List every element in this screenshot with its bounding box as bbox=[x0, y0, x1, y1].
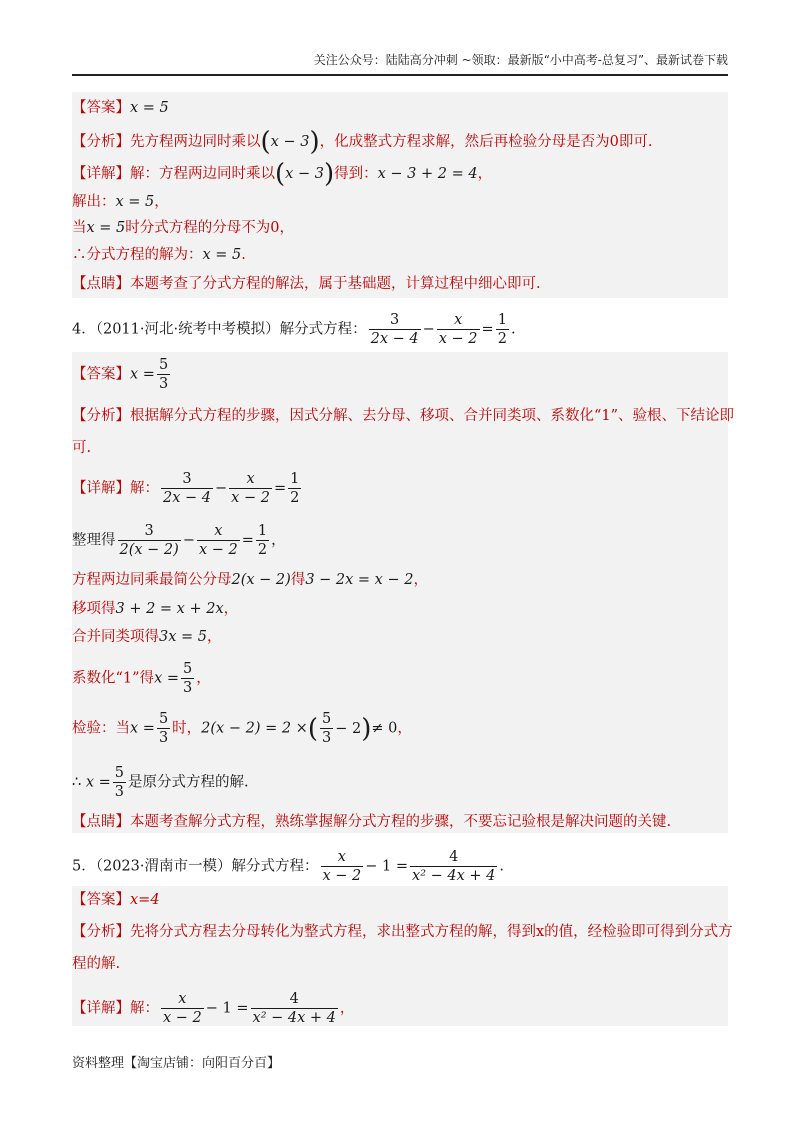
numerator: 5 bbox=[158, 711, 169, 727]
analysis-line-2 bbox=[72, 438, 91, 458]
answer-value: x=4 bbox=[130, 892, 160, 908]
fraction bbox=[118, 522, 181, 559]
answer-label: 【答案】 bbox=[72, 100, 130, 116]
solve-line bbox=[72, 192, 169, 212]
minus-sign: − bbox=[422, 321, 435, 338]
question-source: （2011·河北·统考中考模拟）解分式方程： bbox=[95, 321, 367, 338]
answer-lhs: x = bbox=[130, 366, 155, 383]
step-lhs: x = bbox=[154, 670, 179, 687]
step-text: 检验：当 bbox=[72, 720, 130, 737]
denominator: x² − 4x + 4 bbox=[412, 868, 496, 884]
equals-sign: = bbox=[481, 321, 494, 338]
analysis-line-2 bbox=[72, 954, 120, 974]
fraction bbox=[229, 470, 272, 507]
step-multiply bbox=[72, 570, 428, 590]
question-number: 4． bbox=[72, 321, 96, 338]
step-simplify bbox=[72, 522, 286, 559]
comment-line bbox=[72, 274, 541, 294]
therefore-sign: ∴ bbox=[72, 774, 82, 791]
fraction bbox=[321, 848, 364, 885]
question-source: （2023·渭南市一模）解分式方程： bbox=[95, 858, 319, 875]
conclusion-line bbox=[72, 245, 246, 265]
question-number: 5． bbox=[72, 858, 96, 875]
numerator: 3 bbox=[389, 312, 400, 328]
solution-block-5 bbox=[72, 886, 733, 1026]
answer-fraction bbox=[157, 356, 170, 393]
answer-label: 【答案】 bbox=[72, 892, 130, 908]
detail-label: 【详解】 bbox=[72, 166, 130, 182]
fraction bbox=[157, 710, 170, 747]
step-text-b: 是原分式方程的解. bbox=[128, 774, 249, 791]
numerator: x bbox=[214, 523, 223, 539]
page-header bbox=[72, 52, 728, 76]
fraction bbox=[437, 311, 480, 348]
step-end: ， bbox=[196, 670, 211, 687]
analysis-label: 【分析】 bbox=[72, 408, 130, 424]
analysis-label: 【分析】 bbox=[72, 924, 130, 940]
comma: ， bbox=[339, 1000, 355, 1017]
answer-line bbox=[72, 98, 169, 118]
step-text: 整理得 bbox=[72, 532, 116, 549]
answer-line bbox=[72, 890, 160, 910]
solve-equation: x = 5 bbox=[115, 194, 155, 210]
numerator: 5 bbox=[183, 661, 193, 677]
fraction bbox=[181, 660, 194, 697]
step-lhs: x = bbox=[130, 720, 155, 737]
denominator: 3 bbox=[114, 784, 125, 800]
step-move bbox=[72, 599, 238, 619]
detail-line bbox=[72, 990, 354, 1027]
detail-line: 【详解】解：方程两边同时乘以(x − 3)得到：x − 3 + 2 = 4， bbox=[72, 159, 493, 189]
detail-factor: x − 3 bbox=[285, 166, 324, 182]
step-text: 系数化“1”得 bbox=[72, 670, 155, 687]
numerator: x bbox=[454, 312, 463, 328]
analysis-text-1: 先将分式方程去分母转化为整式方程，求出整式方程的解，得到x的值，经检验即可得到分式方 bbox=[130, 924, 733, 940]
detail-text-b: 得到： bbox=[334, 166, 378, 182]
step-coefficient bbox=[72, 660, 211, 697]
numerator: 4 bbox=[289, 991, 299, 1007]
denominator: 3 bbox=[322, 730, 332, 746]
analysis-line-1 bbox=[72, 922, 733, 942]
step-end: ， bbox=[271, 532, 286, 549]
fraction bbox=[197, 522, 240, 559]
numerator: 3 bbox=[144, 523, 154, 539]
analysis-text-2: 程的解. bbox=[72, 956, 121, 972]
denominator: 2 bbox=[290, 490, 300, 506]
minus-one-equals: − 1 = bbox=[205, 1000, 249, 1017]
analysis-factor: x − 3 bbox=[270, 134, 310, 150]
denominator: 3 bbox=[158, 376, 169, 392]
numerator: 5 bbox=[322, 711, 332, 727]
numerator: 5 bbox=[114, 765, 125, 781]
analysis-text-b: ，化成整式方程求解，然后再检验分母是否为0即可. bbox=[319, 134, 653, 150]
check-line bbox=[72, 218, 294, 238]
detail-text: 解： bbox=[130, 480, 159, 497]
comment-text: 本题考查解分式方程，熟练掌握解分式方程的步骤，不要忘记验根是解决问题的关键. bbox=[130, 814, 672, 830]
numerator: 1 bbox=[497, 312, 507, 328]
comment-label: 【点睛】 bbox=[72, 814, 130, 830]
denominator: x² − 4x + 4 bbox=[252, 1010, 336, 1026]
step-text: 移项得 bbox=[72, 601, 116, 617]
equals-sign: = bbox=[241, 532, 254, 549]
step-text-b: 时， bbox=[172, 720, 202, 737]
detail-text-a: 解：方程两边同时乘以 bbox=[130, 166, 275, 182]
solution-block-3 bbox=[72, 92, 728, 298]
denominator: x − 2 bbox=[163, 1010, 202, 1026]
numerator: 3 bbox=[182, 471, 192, 487]
verify-expression: 2(x − 2) = 2 × bbox=[201, 720, 308, 737]
detail-label: 【详解】 bbox=[72, 480, 130, 497]
numerator: x bbox=[246, 471, 255, 487]
denominator: 2 bbox=[497, 331, 507, 347]
analysis-line-1 bbox=[72, 406, 734, 426]
detail-text: 解： bbox=[130, 1000, 159, 1017]
detail-equation: x − 3 + 2 = 4 bbox=[377, 166, 478, 182]
conclusion-end: . bbox=[241, 247, 246, 263]
check-text-a: 当 bbox=[72, 220, 87, 236]
step-combine bbox=[72, 627, 222, 647]
answer-label: 【答案】 bbox=[72, 366, 130, 383]
analysis-text-1: 根据解分式方程的步骤，因式分解、去分母、移项、合并同类项、系数化“1”、验根、下结论即 bbox=[130, 408, 735, 424]
denominator: 2(x − 2) bbox=[119, 542, 179, 558]
fraction bbox=[251, 990, 338, 1027]
numerator: x bbox=[337, 849, 346, 865]
step-equation: 3x = 5 bbox=[159, 629, 207, 645]
question-5 bbox=[72, 848, 504, 885]
answer-value: x = 5 bbox=[130, 100, 169, 116]
step-factor: 2(x − 2) bbox=[231, 572, 291, 588]
step-text: 合并同类项得 bbox=[72, 629, 159, 645]
analysis-line: 【分析】先方程两边同时乘以(x − 3)，化成整式方程求解，然后再检验分母是否为0即可. bbox=[72, 127, 653, 157]
step-text: 方程两边同乘最简公分母 bbox=[72, 572, 232, 588]
step-equation: 3 + 2 = x + 2x bbox=[115, 601, 224, 617]
fraction bbox=[369, 311, 421, 348]
analysis-text-a: 先方程两边同时乘以 bbox=[130, 134, 261, 150]
answer-line bbox=[72, 356, 172, 393]
period: . bbox=[499, 858, 504, 875]
fraction bbox=[113, 764, 126, 801]
denominator: 2 bbox=[257, 542, 268, 558]
fraction bbox=[256, 522, 269, 559]
equals-sign: = bbox=[273, 480, 287, 497]
footer-text: 资料整理【淘宝店铺：向阳百分百】 bbox=[72, 1056, 281, 1071]
step-end: ， bbox=[207, 629, 222, 645]
question-4 bbox=[72, 311, 516, 348]
denominator: x − 2 bbox=[231, 490, 270, 506]
numerator: 1 bbox=[290, 471, 300, 487]
comment-text: 本题考查了分式方程的解法，属于基础题，计算过程中细心即可. bbox=[130, 276, 541, 292]
numerator: 1 bbox=[257, 523, 268, 539]
detail-line bbox=[72, 470, 303, 507]
step-end: ， bbox=[223, 601, 239, 617]
analysis-label: 【分析】 bbox=[72, 134, 130, 150]
step-end: ， bbox=[397, 720, 412, 737]
fraction bbox=[410, 848, 497, 885]
not-equal: ≠ 0 bbox=[371, 720, 398, 737]
fraction bbox=[288, 470, 301, 507]
detail-label: 【详解】 bbox=[72, 1000, 130, 1017]
denominator: 3 bbox=[158, 730, 169, 746]
denominator: 2x − 4 bbox=[370, 331, 419, 347]
comment-line bbox=[72, 812, 671, 832]
header-text: 关注公众号：陆陆高分冲刺 ~领取：最新版“小中高考-总复习”、最新试卷下载 bbox=[313, 53, 728, 67]
verify-rest: − 2 bbox=[335, 720, 362, 737]
denominator: 2x − 4 bbox=[163, 490, 211, 506]
denominator: x − 2 bbox=[198, 542, 238, 558]
solve-end: ， bbox=[154, 194, 169, 210]
denominator: x − 2 bbox=[438, 331, 478, 347]
period: . bbox=[510, 321, 516, 338]
denominator: 3 bbox=[183, 680, 193, 696]
page-footer bbox=[72, 1052, 280, 1071]
step-equation: 3 − 2x = x − 2 bbox=[305, 572, 414, 588]
fraction bbox=[496, 311, 509, 348]
check-text-b: 时分式方程的分母不为0， bbox=[125, 220, 295, 236]
minus-sign: − bbox=[182, 532, 195, 549]
fraction bbox=[161, 990, 204, 1027]
analysis-text-2: 可. bbox=[72, 440, 92, 456]
solution-block-4 bbox=[72, 352, 735, 833]
solve-text: 解出： bbox=[72, 194, 116, 210]
numerator: x bbox=[178, 991, 187, 1007]
fraction bbox=[320, 710, 333, 747]
numerator: 4 bbox=[449, 849, 459, 865]
comment-label: 【点睛】 bbox=[72, 276, 130, 292]
step-text-b: 得 bbox=[290, 572, 306, 588]
numerator: 5 bbox=[158, 357, 169, 373]
denominator: x − 2 bbox=[322, 868, 362, 884]
step-conclusion bbox=[72, 764, 249, 801]
conclusion-equation: x = 5 bbox=[202, 247, 242, 263]
step-verify: 检验：当x = $\frac{5}{3}$ 时，2(x − 2) = 2 ×( $\frac{5}{3}$ − 2)≠ 0， bbox=[72, 711, 412, 746]
minus-one-equals: − 1 = bbox=[365, 858, 409, 875]
conclusion-text: ∴分式方程的解为： bbox=[72, 247, 203, 263]
minus-sign: − bbox=[215, 480, 228, 497]
step-end: ， bbox=[413, 572, 428, 588]
step-lhs: x = bbox=[85, 774, 111, 791]
fraction bbox=[161, 470, 213, 507]
check-equation: x = 5 bbox=[86, 220, 126, 236]
detail-end: ， bbox=[477, 166, 493, 182]
